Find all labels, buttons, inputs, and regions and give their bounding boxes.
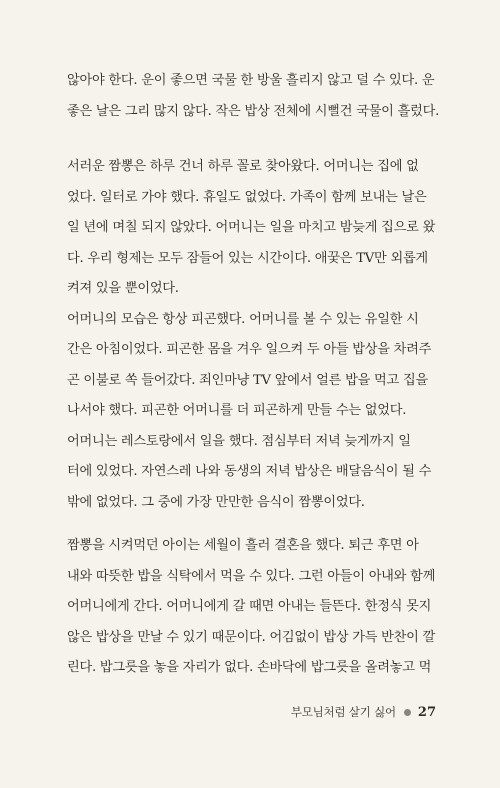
running-book-title: 부모님처럼 살기 싫어: [290, 705, 396, 719]
text-line: 곤 이불로 쏙 들어갔다. 죄인마냥 TV 앞에서 얼른 밥을 먹고 집을: [67, 372, 428, 388]
text-line: 어머니는 레스토랑에서 일을 했다. 점심부터 저녁 늦게까지 일: [67, 433, 411, 449]
page-number: 27: [417, 704, 436, 720]
paragraph-block-2: [67, 152, 436, 518]
text-line: 않은 밥상을 만날 수 있기 때문이다. 어김없이 밥상 가득 반찬이 깔: [67, 629, 436, 645]
text-line: 밖에 없었다. 그 중에 가장 만만한 음식이 짬뽕이었다.: [67, 494, 365, 510]
text-line: 내와 따뜻한 밥을 식탁에서 먹을 수 있다. 그런 아들이 아내와 함께: [67, 568, 436, 584]
text-line: 터에 있었다. 자연스레 나와 동생의 저녁 밥상은 배달음식이 될 수: [67, 464, 432, 479]
text-line: 다. 우리 형제는 모두 잠들어 있는 시간이다. 애꿎은 TV만 외롭게: [67, 250, 428, 266]
text-line: 좋은 날은 그리 많지 않다. 작은 밥상 전체에 시뻘건 국물이 흘렀다.: [67, 103, 440, 119]
text-line: 짬뽕을 시켜먹던 아이는 세월이 흘러 결혼을 했다. 퇴근 후면 아: [67, 538, 419, 553]
paragraph-block-3: [67, 531, 436, 684]
text-line: 않아야 한다. 운이 좋으면 국물 한 방울 흘리지 않고 덜 수 있다. 운: [67, 73, 435, 88]
text-line: 린다. 밥그릇을 놓을 자리가 없다. 손바닥에 밥그릇을 올려놓고 먹: [67, 660, 432, 675]
text-line: 나서야 했다. 피곤한 어머니를 더 피곤하게 만들 수는 없었다.: [67, 403, 407, 418]
page-footer: [291, 704, 436, 720]
bullet-dot-icon: [404, 709, 411, 716]
text-line: 일 년에 며칠 되지 않았다. 어머니는 일을 마치고 밤늦게 집으로 왔: [67, 220, 436, 235]
text-line: 었다. 일터로 가야 했다. 휴일도 없었다. 가족이 함께 보내는 날은: [67, 189, 427, 205]
text-line: 간은 아침이었다. 피곤한 몸을 겨우 일으켜 두 아들 밥상을 차려주: [67, 342, 432, 357]
text-line: 어머니에게 간다. 어머니에게 갈 때면 아내는 들뜬다. 한정식 못지: [67, 599, 432, 614]
text-line: 서러운 짬뽕은 하루 건너 하루 꼴로 찾아왔다. 어머니는 집에 없: [67, 159, 419, 174]
text-line: 어머니의 모습은 항상 피곤했다. 어머니를 볼 수 있는 유일한 시: [67, 311, 419, 327]
text-line: 켜져 있을 뿐이었다.: [67, 281, 179, 296]
paragraph-block-1: [67, 66, 440, 127]
